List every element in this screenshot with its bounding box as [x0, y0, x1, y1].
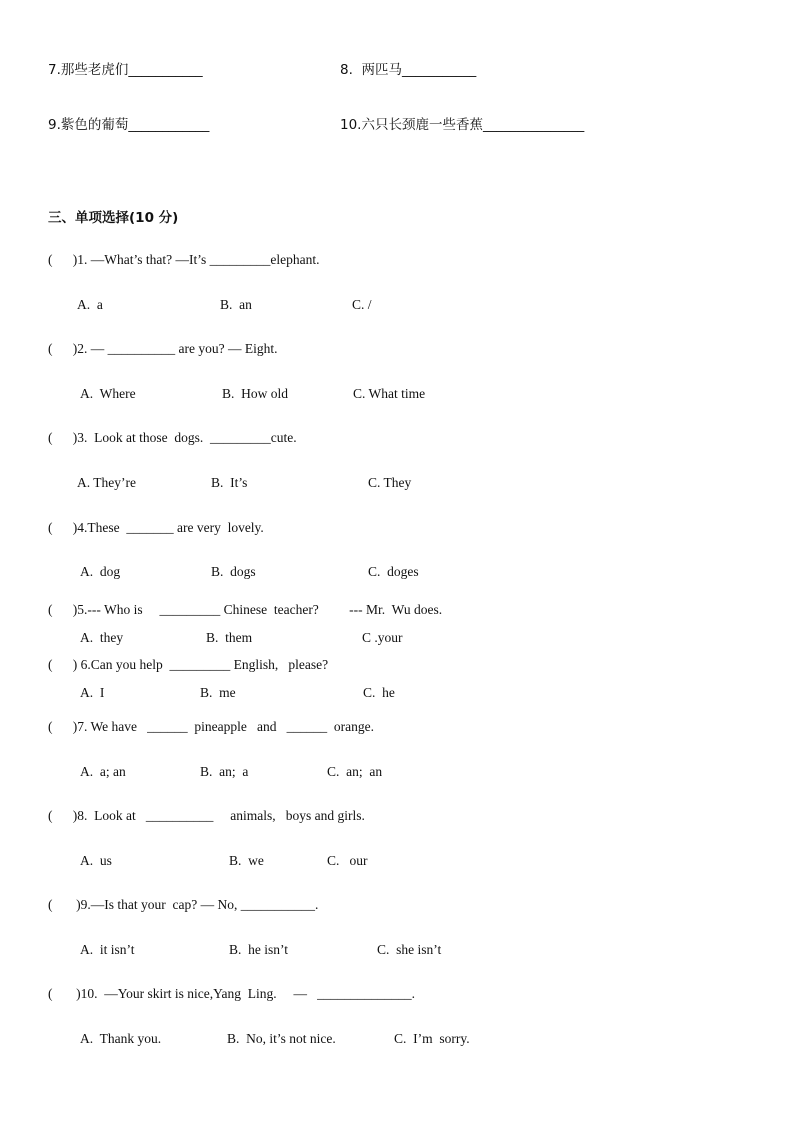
question-7-option-c: C. an; an: [327, 764, 383, 779]
question-2-option-c: C. What time: [353, 386, 426, 401]
question-10-option-a: A. Thank you.: [80, 1031, 162, 1046]
question-8-option-a: A. us: [80, 853, 112, 868]
question-9-option-c: C. she isn’t: [377, 942, 442, 957]
question-7-option-a: A. a; an: [80, 764, 126, 779]
question-2-option-b: B. How old: [222, 386, 289, 401]
question-7-option-b: B. an; a: [200, 764, 249, 779]
question-10-option-c: C. I’m sorry.: [394, 1031, 470, 1046]
translation-item-10: 10.六只长颈鹿一些香蕉_______________: [340, 117, 585, 133]
question-4-option-b: B. dogs: [211, 564, 256, 579]
question-10-option-b: B. No, it’s not nice.: [227, 1031, 336, 1046]
question-8-option-b: B. we: [229, 853, 264, 868]
question-1-option-c: C. /: [352, 297, 372, 312]
question-4-option-a: A. dog: [80, 564, 121, 579]
question-9-stem: ( )9.—Is that your cap? — No, ___________.: [48, 897, 319, 912]
translation-item-9: 9.紫色的葡萄____________: [48, 117, 210, 133]
question-2-stem: ( )2. — __________ are you? — Eight.: [48, 341, 278, 356]
question-1-option-a: A. a: [77, 297, 103, 312]
question-4-option-c: C. doges: [368, 564, 419, 579]
question-6-stem: ( ) 6.Can you help _________ English, please?: [48, 657, 329, 672]
question-10-stem: ( )10. —Your skirt is nice,Yang Ling. — ______________.: [48, 986, 416, 1001]
question-5-option-b: B. them: [206, 630, 253, 645]
question-6-option-c: C. he: [363, 685, 395, 700]
question-4-stem: ( )4.These _______ are very lovely.: [48, 520, 264, 535]
question-3-option-c: C. They: [368, 475, 412, 490]
question-9-option-b: B. he isn’t: [229, 942, 289, 957]
question-7-stem: ( )7. We have ______ pineapple and ______ orange.: [48, 719, 374, 734]
translation-item-8: 8. 两匹马___________: [340, 62, 477, 78]
question-9-option-a: A. it isn’t: [80, 942, 135, 957]
question-5-option-c: C .your: [362, 630, 403, 645]
question-6-option-b: B. me: [200, 685, 236, 700]
question-3-option-a: A. They’re: [77, 475, 136, 490]
question-1-stem: ( )1. —What’s that? —It’s _________elephant.: [48, 252, 320, 267]
translation-item-7: 7.那些老虎们___________: [48, 62, 203, 78]
question-3-option-b: B. It’s: [211, 475, 248, 490]
question-3-stem: ( )3. Look at those dogs. _________cute.: [48, 430, 297, 445]
question-1-option-b: B. an: [220, 297, 252, 312]
section-title: 三、单项选择(10 分): [48, 210, 179, 226]
question-2-option-a: A. Where: [80, 386, 136, 401]
question-6-option-a: A. I: [80, 685, 105, 700]
question-5-option-a: A. they: [80, 630, 124, 645]
question-8-stem: ( )8. Look at __________ animals, boys and girls.: [48, 808, 365, 823]
question-5-stem: ( )5.--- Who is _________ Chinese teacher? --- Mr. Wu does.: [48, 602, 443, 617]
question-8-option-c: C. our: [327, 853, 368, 868]
